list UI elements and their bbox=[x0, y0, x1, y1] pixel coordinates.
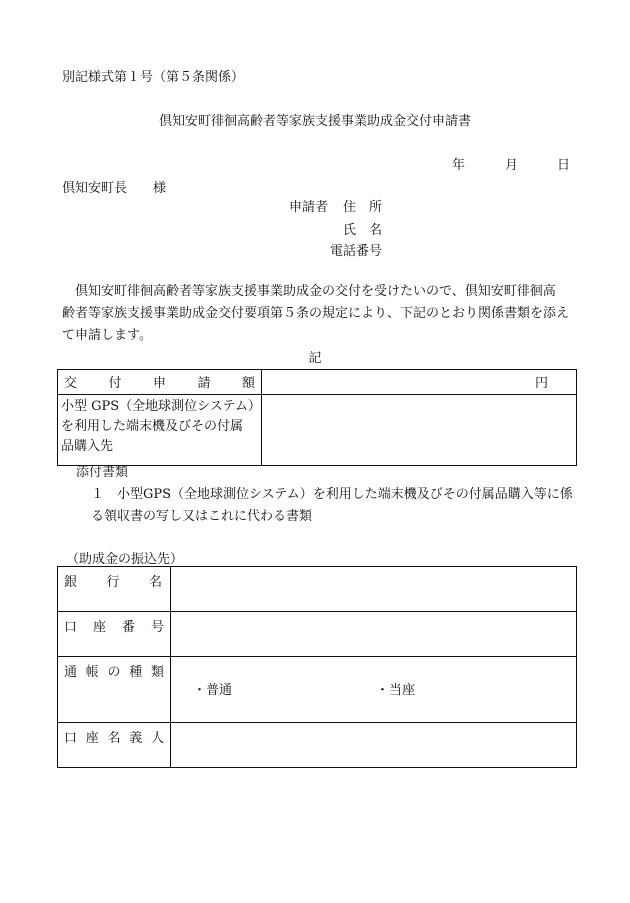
application-table bbox=[57, 369, 577, 466]
account-holder-field[interactable] bbox=[171, 723, 577, 768]
passbook-type-label: 通 帳 の 種 類 bbox=[64, 665, 164, 680]
statement-line-2: 齢者等家族支援事業助成金交付要項第５条の規定により、下記のとおり関係書類を添え bbox=[62, 306, 570, 321]
amount-label: 交 付 申 請 額 bbox=[64, 376, 255, 391]
name-label: 氏 名 bbox=[343, 223, 383, 238]
ki-heading: 記 bbox=[308, 351, 322, 366]
passbook-type-row bbox=[58, 657, 577, 723]
statement-line-3: て申請します。 bbox=[62, 328, 152, 343]
account-number-field[interactable] bbox=[171, 612, 577, 657]
yen-unit: 円 bbox=[534, 376, 548, 391]
account-holder-label: 口 座 名 義 人 bbox=[64, 731, 164, 746]
date-month: 月 bbox=[505, 158, 519, 173]
bank-name-label: 銀 行 名 bbox=[64, 575, 162, 590]
gps-vendor-row bbox=[58, 395, 577, 466]
date-year: 年 bbox=[452, 158, 466, 173]
account-holder-row bbox=[58, 723, 577, 768]
document-title: 倶知安町徘徊高齢者等家族支援事業助成金交付申請書 bbox=[158, 114, 471, 129]
gps-vendor-label: 小型 GPS（全地球測位システム） を利用した端末機及びその付属 品購入先 bbox=[61, 399, 261, 454]
application-statement bbox=[62, 281, 582, 347]
phone-label: 電話番号 bbox=[330, 244, 383, 259]
bank-table bbox=[57, 566, 577, 768]
option-current[interactable]: ・当座 bbox=[376, 683, 416, 698]
form-label: 別記様式第１号（第５条関係） bbox=[62, 70, 245, 85]
amount-row bbox=[58, 370, 577, 395]
bank-heading: （助成金の振込先） bbox=[66, 552, 184, 567]
bank-name-row bbox=[58, 567, 577, 612]
statement-line-1: 倶知安町徘徊高齢者等家族支援事業助成金の交付を受けたいので、倶知安町徘徊高 bbox=[75, 284, 556, 299]
addressee: 倶知安町長 様 bbox=[62, 181, 167, 196]
account-number-row bbox=[58, 612, 577, 657]
bank-name-field[interactable] bbox=[171, 567, 577, 612]
attachments-heading: 添付書類 bbox=[76, 465, 129, 480]
account-number-label: 口 座 番 号 bbox=[64, 620, 164, 635]
gps-vendor-field[interactable] bbox=[262, 395, 577, 466]
amount-field[interactable] bbox=[262, 370, 577, 395]
applicant-label: 申請者 bbox=[289, 200, 329, 215]
option-regular[interactable]: ・普通 bbox=[193, 683, 233, 698]
date-day: 日 bbox=[557, 158, 571, 173]
attachment-item-1: １ 小型GPS（全地球測位システム）を利用した端末機及びその付属品購入等に係 る領収書の写し又はこれに代わる書類 bbox=[91, 487, 573, 524]
address-label: 住 所 bbox=[343, 200, 383, 215]
